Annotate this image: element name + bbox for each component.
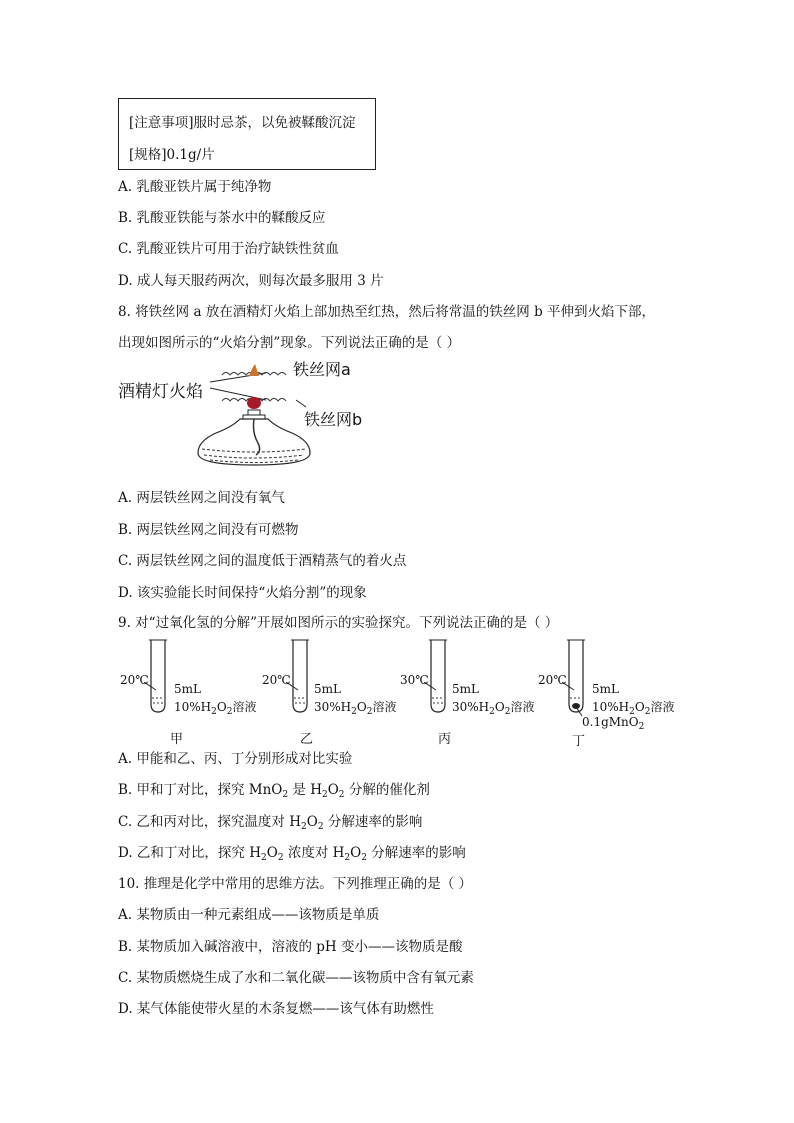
tube-yi-temp: 20℃ bbox=[262, 673, 291, 687]
notice-line-1: [注意事项]服时忌茶，以免被鞣酸沉淀 bbox=[129, 115, 356, 131]
label-gauze-a: 铁丝网a bbox=[293, 360, 351, 379]
notice-line-2: [规格]0.1g/片 bbox=[129, 147, 215, 163]
label-gauze-b: 铁丝网b bbox=[304, 410, 363, 429]
q9-option-a: A. 甲能和乙、丙、丁分别形成对比实验 bbox=[118, 751, 353, 767]
tube-ding-solution: $10\%H_2O_2$溶液 bbox=[592, 700, 675, 717]
tube-bing bbox=[398, 638, 538, 748]
q8-option-b: B. 两层铁丝网之间没有可燃物 bbox=[118, 522, 299, 538]
tube-ding bbox=[536, 638, 676, 748]
tube-ding-volume: 5mL bbox=[592, 682, 619, 696]
q7-option-d: D. 成人每天服药两次，则每次最多服用 3 片 bbox=[118, 273, 384, 289]
tube-bing-temp: 30℃ bbox=[400, 673, 429, 687]
tube-ding-name: 丁 bbox=[572, 734, 586, 749]
q10-option-b: B. 某物质加入碱溶液中，溶液的 pH 变小——该物质是酸 bbox=[118, 939, 463, 955]
test-tube-icon bbox=[148, 638, 168, 714]
test-tubes-figure bbox=[118, 638, 678, 748]
tube-bing-name: 丙 bbox=[438, 732, 452, 747]
label-alcohol-flame: 酒精灯火焰 bbox=[118, 382, 203, 402]
q9-option-d: D. 乙和丁对比，探究 $H_2O_2$ 浓度对 $H_2O_2$ 分解速率的影响 bbox=[118, 845, 466, 863]
q9-option-c: C. 乙和丙对比，探究温度对 $H_2O_2$ 分解速率的影响 bbox=[118, 814, 423, 832]
tube-jia-temp: 20℃ bbox=[120, 673, 149, 687]
q10-stem: 10. 推理是化学中常用的思维方法。下列推理正确的是（ ） bbox=[118, 876, 473, 892]
q7-option-a: A. 乳酸亚铁片属于纯净物 bbox=[118, 179, 272, 195]
q7-option-c: C. 乳酸亚铁片可用于治疗缺铁性贫血 bbox=[118, 241, 339, 257]
q8-stem-line-1: 8. 将铁丝网 a 放在酒精灯火焰上部加热至红热，然后将常温的铁丝网 b 平伸到火焰下部， bbox=[118, 304, 656, 320]
q10-option-d: D. 某气体能使带火星的木条复燃——该气体有助燃性 bbox=[118, 1001, 434, 1017]
tube-jia-solution: $10\%H_2O_2$溶液 bbox=[174, 700, 257, 717]
tube-yi bbox=[260, 638, 400, 748]
q8-option-d: D. 该实验能长时间保持“火焰分割”的现象 bbox=[118, 585, 367, 601]
tube-bing-solution: $30\%H_2O_2$溶液 bbox=[452, 700, 535, 717]
q8-option-a: A. 两层铁丝网之间没有氧气 bbox=[118, 490, 285, 506]
q8-option-c: C. 两层铁丝网之间的温度低于酒精蒸气的着火点 bbox=[118, 553, 407, 569]
tube-yi-name: 乙 bbox=[300, 732, 314, 747]
tube-ding-temp: 20℃ bbox=[538, 673, 567, 687]
tube-yi-volume: 5mL bbox=[314, 682, 341, 696]
test-tube-icon bbox=[428, 638, 448, 714]
q8-stem-line-2: 出现如图所示的“火焰分割”现象。下列说法正确的是（ ） bbox=[118, 335, 461, 351]
tube-jia-volume: 5mL bbox=[174, 682, 201, 696]
alcohol-lamp-figure bbox=[118, 355, 378, 475]
q7-option-b: B. 乳酸亚铁能与茶水中的鞣酸反应 bbox=[118, 210, 326, 226]
tube-bing-volume: 5mL bbox=[452, 682, 479, 696]
tube-ding-catalyst: 0.1gMnO$_2$ bbox=[582, 715, 645, 732]
tube-jia bbox=[118, 638, 258, 748]
q10-option-c: C. 某物质燃烧生成了水和二氧化碳——该物质中含有氧元素 bbox=[118, 970, 474, 986]
test-tube-icon bbox=[566, 638, 586, 714]
q9-option-b: B. 甲和丁对比，探究 MnO$_2$ 是 $H_2O_2$ 分解的催化剂 bbox=[118, 782, 430, 800]
q9-stem: 9. 对“过氧化氢的分解”开展如图所示的实验探究。下列说法正确的是（ ） bbox=[118, 615, 559, 631]
q10-option-a: A. 某物质由一种元素组成——该物质是单质 bbox=[118, 907, 380, 923]
tube-yi-solution: $30\%H_2O_2$溶液 bbox=[314, 700, 397, 717]
tube-jia-name: 甲 bbox=[170, 732, 184, 747]
notice-box bbox=[118, 98, 376, 170]
test-tube-icon bbox=[290, 638, 310, 714]
